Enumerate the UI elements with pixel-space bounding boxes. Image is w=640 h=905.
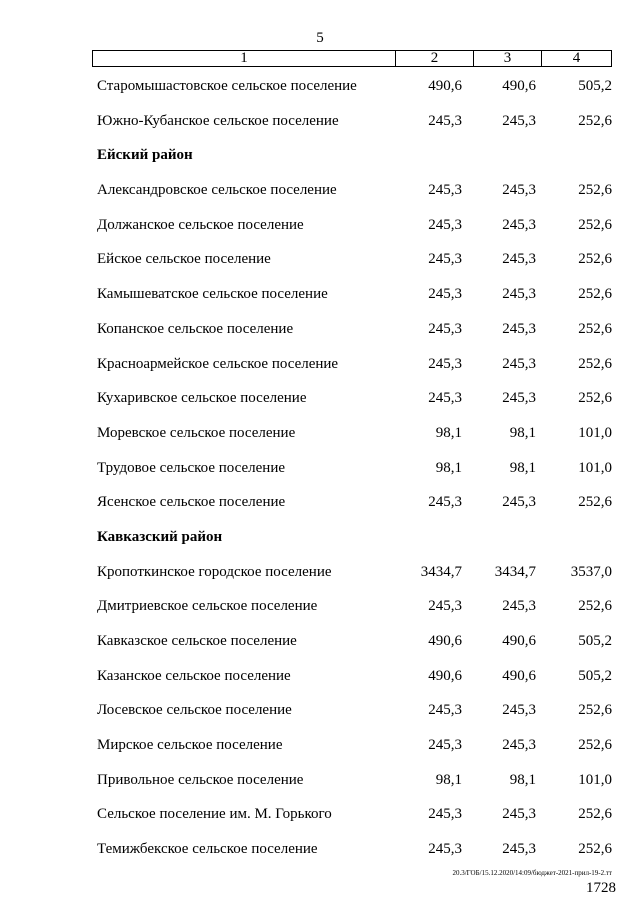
settlement-name: Ейское сельское поселение [97, 251, 271, 268]
settlement-name: Должанское сельское поселение [97, 216, 304, 233]
value-col-4: 252,6 [578, 390, 612, 407]
value-col-3: 245,3 [502, 251, 536, 268]
value-col-4: 252,6 [578, 598, 612, 615]
value-col-3: 245,3 [502, 286, 536, 303]
value-col-4: 101,0 [578, 771, 612, 788]
header-col-2: 2 [395, 51, 473, 66]
value-col-2: 245,3 [428, 494, 462, 511]
settlement-name: Старомышастовское сельское поселение [97, 78, 357, 94]
district-name: Ейский район [97, 147, 193, 164]
value-col-4: 252,6 [578, 355, 612, 372]
value-col-3: 98,1 [509, 459, 536, 476]
value-col-2: 98,1 [435, 459, 462, 476]
table-body [0, 78, 640, 876]
district-name: Кавказский район [97, 528, 223, 545]
settlement-name: Копанское сельское поселение [97, 320, 294, 337]
settlement-name: Трудовое сельское поселение [97, 459, 286, 476]
settlement-name: Красноармейское сельское поселение [97, 355, 339, 372]
value-col-3: 245,3 [502, 702, 536, 719]
value-col-2: 98,1 [435, 424, 462, 441]
value-col-3: 245,3 [502, 320, 536, 337]
table-row [0, 564, 640, 599]
settlement-name: Казанское сельское поселение [97, 667, 291, 684]
district-heading-row [0, 147, 640, 182]
value-col-4: 252,6 [578, 737, 612, 754]
settlement-name: Моревское сельское поселение [97, 424, 296, 441]
value-col-2: 490,6 [428, 78, 462, 94]
value-col-2: 245,3 [428, 841, 462, 858]
table-row [0, 425, 640, 460]
value-col-2: 245,3 [428, 702, 462, 719]
settlement-name: Кавказское сельское поселение [97, 633, 297, 649]
value-col-3: 245,3 [502, 182, 536, 199]
value-col-4: 252,6 [578, 216, 612, 233]
value-col-3: 245,3 [502, 598, 536, 615]
value-col-3: 98,1 [509, 771, 536, 788]
settlement-name: Кухаривское сельское поселение [97, 390, 307, 407]
table-row [0, 286, 640, 321]
value-col-4: 505,2 [578, 633, 612, 649]
value-col-2: 245,3 [428, 390, 462, 407]
value-col-4: 252,6 [578, 702, 612, 719]
value-col-4: 252,6 [578, 320, 612, 337]
table-row [0, 113, 640, 148]
table-row [0, 702, 640, 737]
table-row [0, 598, 640, 633]
value-col-3: 98,1 [509, 424, 536, 441]
value-col-3: 245,3 [502, 112, 536, 129]
settlement-name: Привольное сельское поселение [97, 771, 304, 788]
header-col-1: 1 [240, 50, 248, 66]
value-col-4: 3537,0 [570, 563, 612, 580]
value-col-4: 505,2 [578, 78, 612, 94]
value-col-3: 245,3 [502, 737, 536, 754]
value-col-2: 245,3 [428, 806, 462, 823]
value-col-2: 3434,7 [420, 563, 462, 580]
value-col-3: 245,3 [502, 216, 536, 233]
value-col-2: 245,3 [428, 598, 462, 615]
table-row [0, 460, 640, 495]
value-col-4: 252,6 [578, 112, 612, 129]
table-header [92, 50, 612, 67]
value-col-2: 245,3 [428, 286, 462, 303]
value-col-4: 252,6 [578, 841, 612, 858]
table-row [0, 182, 640, 217]
value-col-3: 3434,7 [494, 563, 536, 580]
value-col-3: 245,3 [502, 841, 536, 858]
settlement-name: Кропоткинское городское поселение [97, 563, 332, 580]
sheet-number: 1728 [586, 880, 616, 896]
page-number: 5 [316, 30, 324, 46]
value-col-2: 245,3 [428, 355, 462, 372]
value-col-3: 490,6 [502, 633, 536, 649]
value-col-4: 505,2 [578, 667, 612, 684]
table-row [0, 78, 640, 113]
value-col-4: 252,6 [578, 494, 612, 511]
table-row [0, 737, 640, 772]
value-col-4: 252,6 [578, 286, 612, 303]
district-heading-row [0, 529, 640, 564]
table-row [0, 494, 640, 529]
value-col-2: 245,3 [428, 182, 462, 199]
settlement-name: Южно-Кубанское сельское поселение [97, 112, 339, 129]
settlement-name: Сельское поселение им. М. Горького [97, 806, 332, 823]
settlement-name: Темижбекское сельское поселение [97, 841, 318, 858]
settlement-name: Дмитриевское сельское поселение [97, 598, 318, 615]
table-row [0, 633, 640, 668]
table-row [0, 356, 640, 391]
value-col-2: 490,6 [428, 633, 462, 649]
value-col-2: 245,3 [428, 112, 462, 129]
table-row [0, 217, 640, 252]
value-col-2: 245,3 [428, 251, 462, 268]
table-row [0, 390, 640, 425]
settlement-name: Лосевское сельское поселение [97, 702, 292, 719]
value-col-3: 245,3 [502, 355, 536, 372]
value-col-2: 98,1 [435, 771, 462, 788]
settlement-name: Мирское сельское поселение [97, 737, 283, 754]
value-col-3: 490,6 [502, 667, 536, 684]
value-col-3: 490,6 [502, 78, 536, 94]
table-row [0, 806, 640, 841]
value-col-3: 245,3 [502, 806, 536, 823]
value-col-3: 245,3 [502, 494, 536, 511]
value-col-4: 252,6 [578, 182, 612, 199]
value-col-2: 490,6 [428, 667, 462, 684]
header-col-4: 4 [541, 51, 611, 66]
value-col-2: 245,3 [428, 216, 462, 233]
value-col-2: 245,3 [428, 737, 462, 754]
settlement-name: Камышеватское сельское поселение [97, 286, 328, 303]
value-col-4: 101,0 [578, 459, 612, 476]
value-col-4: 252,6 [578, 251, 612, 268]
footer-note: 20.3/ГОБ/15.12.2020/14:09/бюджет-2021-прил-19-2.тт [452, 869, 612, 877]
settlement-name: Ясенское сельское поселение [97, 494, 286, 511]
table-row [0, 668, 640, 703]
settlement-name: Александровское сельское поселение [97, 182, 337, 199]
table-row [0, 251, 640, 286]
value-col-4: 101,0 [578, 424, 612, 441]
table-row [0, 321, 640, 356]
value-col-3: 245,3 [502, 390, 536, 407]
value-col-4: 252,6 [578, 806, 612, 823]
header-col-3: 3 [473, 51, 541, 66]
table-row [0, 772, 640, 807]
value-col-2: 245,3 [428, 320, 462, 337]
